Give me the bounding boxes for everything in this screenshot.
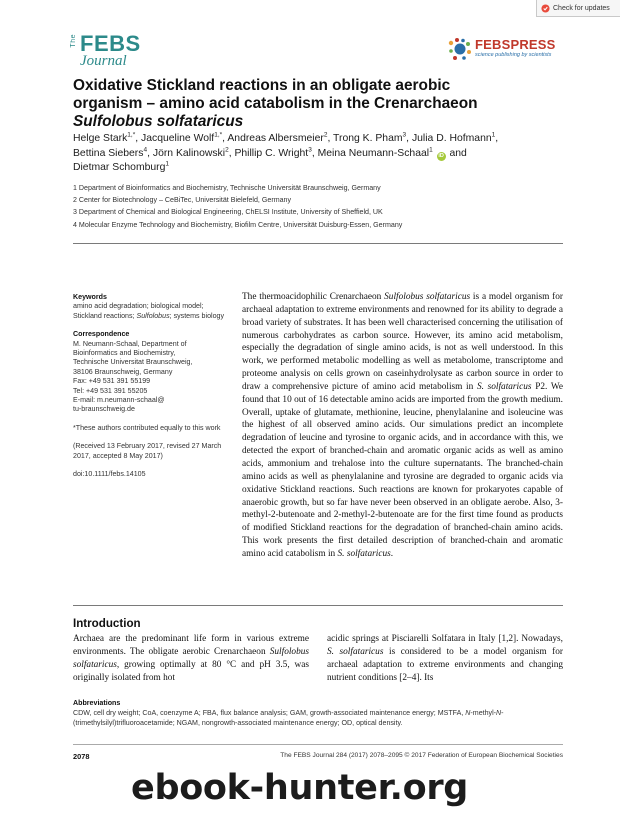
author[interactable]: Phillip C. Wright$^3$ [234, 146, 312, 159]
correspondence-line: Technische Universitat Braunschweig, [73, 358, 193, 367]
affiliations [73, 182, 563, 231]
correspondence-heading: Correspondence [73, 330, 130, 339]
article-title [73, 77, 563, 131]
running-footer: The FEBS Journal 284 (2017) 2078–2095 © 2017 Federation of European Biochemical Societies [280, 752, 563, 759]
keywords-heading: Keywords [73, 293, 107, 301]
journal-subtitle: Journal [80, 53, 127, 69]
affiliation: 4 Molecular Enzyme Technology and Biochemistry, Biofilm Centre, Universität Duisburg-Essen, Germany [73, 220, 403, 229]
keywords-text: amino acid degradation; biological model; Stickland reactions; Sulfolobus; systems biology [73, 302, 225, 320]
correspondence-line: Fax: +49 531 391 55199 [73, 377, 151, 386]
febs-press-logo [447, 37, 577, 63]
author[interactable]: Jacqueline Wolf$^{1,*}$ [141, 131, 223, 144]
journal-logo [70, 33, 190, 71]
press-tagline: science publishing by scientists [475, 52, 552, 58]
journal-name: FEBS [80, 31, 141, 56]
orcid-icon[interactable]: iD [438, 152, 444, 159]
author[interactable]: Meina Neumann-Schaal$^1$ [317, 146, 433, 159]
divider [73, 744, 563, 745]
email-link[interactable]: E-mail: m.neumann-schaal@ [73, 396, 165, 405]
body-column-left: Archaea are the predominant life form in various extreme environments. The obligate aerobic Crenarchaeon Sulfolobus solfataricus, growing optimally at 80 °C and pH 3.5, was originally isolated from hot [73, 634, 309, 683]
title-line-2: organism – amino acid catabolism in the Crenarchaeon [73, 95, 478, 112]
email-link[interactable]: tu-braunschweig.de [73, 405, 135, 414]
author[interactable]: Julia D. Hofmann$^1$ [411, 131, 496, 144]
correspondence-block [73, 330, 233, 415]
divider [73, 605, 563, 606]
body-column-right: acidic springs at Pisciarelli Solfatara in Italy [1,2]. Nowadays, S. solfataricus is considered to be a model organism for archaeal adaptation to extreme environments and changing nutrient conditions [2–4]. Its [327, 634, 563, 683]
author[interactable]: Helge Stark$^{1,*}$ [73, 131, 136, 144]
affiliation: 1 Department of Bioinformatics and Biochemistry, Technische Universität Braunschweig, Germany [73, 184, 381, 192]
check-for-updates-label: Check for updates [553, 4, 610, 12]
correspondence-line: M. Neumann-Schaal, Department of [73, 339, 187, 348]
journal-the: The [70, 34, 77, 48]
abstract: The thermoacidophilic Crenarchaeon Sulfolobus solfataricus is a model organism for archaeal adaptation to extreme environments and renowned for its ability to degrade a broad variety of substrates. It has been well characterised concerning the utilisation of numerous carbohydrates as carbon source. However, its amino acid metabolism, especially the degradation of single amino acids, is not as well understood. In this work, we performed metabolic modelling as well as metabolome, transcriptome and proteome analysis on cells grown on caseinhydrolysate as carbon source in order to draw a comprehensive picture of amino acid metabolism in S. solfataricus P2. We found that 10 out of 16 detectable amino acids are imported from the growth medium. Overall, uptake of glutamate, methionine, leucine, phenylalanine and isoleucine was the highest of all observed amino acids. Our simulations predict an incomplete degradation of leucine and tyrosine to organic acids, and in accordance with this, we detected the export of branched-chain and aromatic organic acids as well as amino acids, ammonium and trehalose into the culture supernatants. The branched-chain amino acids as well as phenylalanine and tyrosine are degraded to organic acids via oxidative Stickland reactions. Such reactions are known for prokaryotes capable of anaerobic growth, but so far have never been observed in an obligate aerobe. Also, 3-methyl-2-butenoate and 2-methyl-2-butenoate are for the first time found as products of modified Stickland reactions for the degradation of branched-chain amino acids. This work presents the first detailed description of branched-chain and aromatic amino acid catabolism in S. solfataricus. [242, 292, 564, 559]
abbreviations-text: CDW, cell dry weight; CoA, coenzyme A; FBA, flux balance analysis; GAM, growth-associated maintenance energy; MSTFA, N-methyl-N-(trimethylsilyl)trifluoroacetamide; NGAM, nongrowth-associated maintenance energy; OD, optical density. [73, 709, 504, 727]
affiliation: 3 Department of Chemical and Biological Engineering, ChELSI Institute, University of Sheffield, UK [73, 208, 383, 217]
doi-link[interactable]: doi:10.1111/febs.14105 [73, 470, 146, 479]
received-dates: (Received 13 February 2017, revised 27 March 2017, accepted 8 May 2017) [73, 442, 222, 460]
abbreviations-heading: Abbreviations [73, 699, 121, 707]
page-number: 2078 [73, 752, 90, 761]
watermark: ebook-hunter.org [131, 768, 469, 808]
title-line-1: Oxidative Stickland reactions in an obligate aerobic [73, 77, 451, 94]
press-name: FEBSPRESS [475, 37, 556, 52]
keywords-block [73, 293, 233, 321]
author[interactable]: Dietmar Schomburg$^1$ [73, 160, 170, 173]
correspondence-line: 38106 Braunschweig, Germany [73, 367, 173, 376]
abbreviations [73, 698, 563, 728]
affiliation: 2 Center for Biotechnology – CeBiTec, Universität Bielefeld, Germany [73, 196, 292, 205]
author[interactable]: Trong K. Pham$^3$ [333, 131, 407, 144]
author[interactable]: Andreas Albersmeier$^2$ [227, 131, 328, 144]
introduction-heading: Introduction [73, 617, 141, 630]
author-list: Helge Stark$^{1,*}$, Jacqueline Wolf$^{1,*}$, Andreas Albersmeier$^2$, Trong K. Pham$^3$, Julia D. Hofmann$^1$, Bettina Siebers$^4$, Jörn Kalinowski$^2$, Phillip C. Wright$^3$, Meina Neumann-Schaal$^1$ iD and Dietmar Schomburg$^1$ [73, 131, 499, 173]
correspondence-line: Tel: +49 531 391 55205 [73, 386, 148, 395]
correspondence-line: Bioinformatics and Biochemistry, [73, 349, 176, 358]
equal-contribution-note: *These authors contributed equally to this work [73, 423, 221, 432]
author[interactable]: Bettina Siebers$^4$ [73, 146, 148, 159]
article-sidebar [73, 293, 233, 489]
crossmark-icon [541, 4, 550, 13]
febs-press-dots-icon [447, 37, 473, 63]
author[interactable]: Jörn Kalinowski$^2$ [152, 146, 229, 159]
divider [73, 243, 563, 244]
title-line-3: Sulfolobus solfataricus [73, 113, 244, 130]
check-for-updates-button[interactable] [536, 0, 620, 17]
